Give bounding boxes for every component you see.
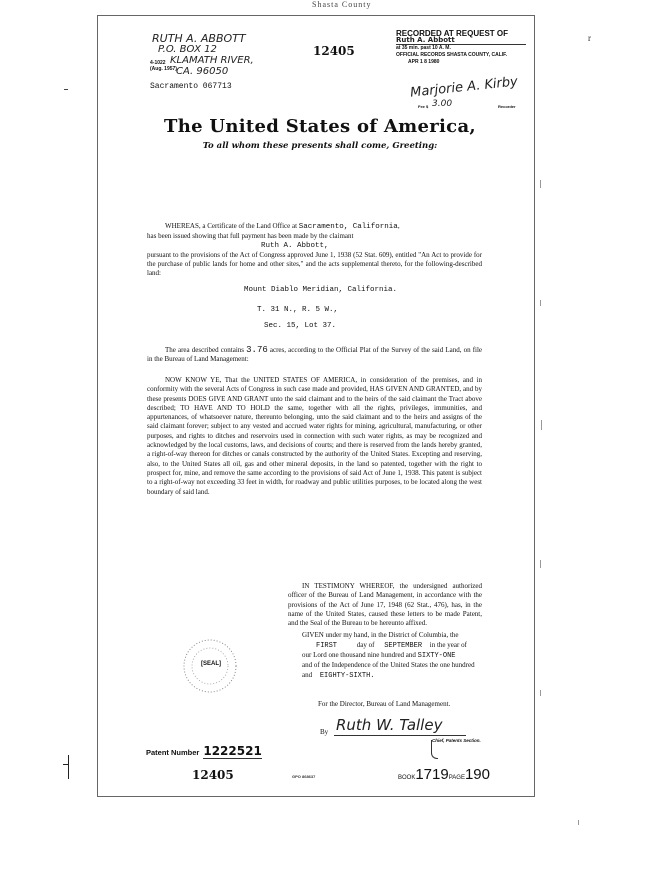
claimant-name: Ruth A. Abbott, bbox=[261, 241, 329, 250]
given-month: SEPTEMBER bbox=[384, 641, 423, 650]
for-director: For the Director, Bureau of Land Management. bbox=[318, 700, 451, 708]
form-code bbox=[150, 60, 177, 72]
patent-number: 1222521 bbox=[203, 744, 262, 758]
patent-number-block bbox=[146, 742, 262, 760]
land-meridian: Mount Diablo Meridian, California. bbox=[244, 286, 398, 294]
recorder-signature: Marjorie A. Kirby bbox=[409, 74, 519, 101]
gpo-number: GPO 868637 bbox=[292, 774, 316, 779]
top-cut-text: Shasta County bbox=[312, 0, 372, 9]
area-paragraph bbox=[147, 346, 482, 365]
form-code-date: (Aug. 1957) bbox=[150, 66, 177, 72]
land-section: Sec. 15, Lot 37. bbox=[264, 322, 337, 330]
recorder-label: Recorder bbox=[498, 104, 516, 109]
footer-doc-number: 12405 bbox=[192, 768, 234, 782]
land-office: Sacramento, California bbox=[298, 223, 398, 231]
testimony-paragraph bbox=[288, 582, 482, 681]
whereas-paragraph bbox=[147, 222, 482, 279]
given-block bbox=[288, 631, 482, 680]
speck bbox=[540, 560, 541, 568]
stamp-name-value: Ruth A. Abbott bbox=[396, 36, 455, 44]
stamp-title: RECORDED AT REQUEST OF bbox=[396, 29, 509, 38]
signature-rule bbox=[334, 735, 466, 736]
given-year-of: in the year of bbox=[429, 640, 467, 649]
page-number: 190 bbox=[464, 766, 490, 783]
stamp-name bbox=[396, 37, 526, 45]
given-line-5 bbox=[302, 671, 482, 681]
whereas-line-3: pursuant to the provisions of the Act of Congress approved June 1, 1938 (52 Stat. 609), entitled "An Act to provide for the purchase of public lands for home and other sites," and the acts supplemental thereto, for the following-described land: bbox=[147, 250, 482, 278]
greeting: To all whom these presents shall come, Greeting: bbox=[202, 141, 438, 151]
comma: , bbox=[397, 222, 400, 230]
given-lord: our Lord one thousand nine hundred and bbox=[302, 651, 416, 660]
whereas-text: WHEREAS, a Certificate of the Land Office at bbox=[165, 222, 298, 230]
grant-paragraph: NOW KNOW YE, That the UNITED STATES OF AMERICA, in consideration of the premises, and in conformity with the several Acts of Congress in such case made and provided, HAS GIVEN AND GRANTED, and by these presents DOES GIVE AND GRANT unto the said claimant and to the heirs of the said claimant the Tract above described; TO HAVE AND TO HOLD the same, together with all the rights, privileges, immunities, and appurtenances, of whatsoever nature, thereunto belonging, unto the said claimant and to the heirs and assigns of the said claimant forever; subject to any vested and accrued water rights for mining, agricultural, manufacturing, or other purposes, and rights to ditches and reservoirs used in connection with such water rights, as may be recognized and acknowledged by the local customs, laws, and decisions of courts; and there is reserved from the lands hereby granted, a right-of-way thereon for ditches or canals constructed by the authority of the United States. Excepting and reserving, also, to the United States all oil, gas and other mineral deposits, in the land so patented, together with the right to prospect for, mine, and remove the same according to the provisions of said Act of June 1, 1938. This patent is subject to a right-of-way not exceeding 33 feet in width, for roadway and public utilities purposes, to be located along the west boundary of said land. bbox=[147, 376, 482, 496]
page-title: The United States of America, bbox=[164, 116, 476, 137]
given-line-1: GIVEN under my hand, in the District of Columbia, the bbox=[302, 631, 459, 640]
area-acres: 3.76 bbox=[246, 345, 268, 355]
book-prefix: BOOK bbox=[398, 775, 416, 781]
area-prefix: The area described contains bbox=[165, 346, 245, 354]
stamp-date: APR 1 8 1980 bbox=[408, 59, 440, 65]
book-page bbox=[398, 766, 490, 784]
margin-mark bbox=[68, 755, 69, 779]
page-prefix: PAGE bbox=[448, 775, 465, 781]
stamp-office: OFFICIAL RECORDS SHASTA COUNTY, CALIF. bbox=[396, 52, 508, 58]
book-number: 1719 bbox=[415, 766, 449, 783]
given-day: FIRST bbox=[316, 641, 338, 650]
stamp-time: at 35 min. past 10 A. M. bbox=[396, 45, 451, 51]
patent-label: Patent Number bbox=[146, 748, 200, 757]
given-day-of: day of bbox=[356, 640, 375, 649]
speck bbox=[541, 420, 542, 430]
form-code-number: 4-1022 bbox=[150, 60, 166, 66]
seal-emblem bbox=[180, 636, 240, 696]
director-signature: Ruth W. Talley bbox=[336, 716, 443, 734]
address-line: RUTH A. ABBOTT bbox=[152, 32, 246, 45]
given-indep: and of the Independence of the United States the one hundred bbox=[302, 661, 475, 670]
address-line: CA. 96050 bbox=[176, 66, 229, 77]
speck bbox=[540, 300, 541, 306]
speck bbox=[578, 820, 579, 825]
given-line-2 bbox=[302, 641, 482, 651]
given-line-3 bbox=[302, 651, 482, 661]
whereas-line-1 bbox=[147, 222, 482, 232]
by-label: By bbox=[320, 728, 329, 736]
testimony-text: IN TESTIMONY WHEREOF, the undersigned authorized officer of the Bureau of Land Management, in accordance with the provisions of the Act of June 17, 1948 (62 Stat., 476), has, in the name of the United States, caused these letters to be made Patent, and the Seal of the Bureau to be hereunto affixed. bbox=[288, 582, 482, 628]
margin-mark-arrow bbox=[63, 764, 68, 765]
land-township: T. 31 N., R. 5 W., bbox=[257, 306, 339, 314]
signer-title: Chief, Patents Section. bbox=[432, 738, 481, 743]
given-and: and bbox=[302, 670, 313, 679]
whereas-line-2: has been issued showing that full payment has been made by the claimant bbox=[147, 232, 354, 241]
speck bbox=[540, 180, 541, 188]
fee-value: 3.00 bbox=[432, 99, 453, 109]
fee-label: Fee $ bbox=[418, 104, 429, 109]
area-suffix: acres, according to the Official Plat of the Survey of the said Land, on file in the Bureau of Land Management: bbox=[147, 346, 483, 364]
signature-tail bbox=[431, 740, 438, 759]
right-edge-mark: r bbox=[588, 33, 591, 43]
margin-mark-left bbox=[64, 89, 68, 90]
serial-number: Sacramento 067713 bbox=[150, 82, 232, 91]
given-indep-year: EIGHTY-SIXTH. bbox=[319, 671, 375, 680]
document-number: 12405 bbox=[313, 44, 355, 58]
speck bbox=[540, 690, 541, 696]
address-line: P.O. BOX 12 bbox=[158, 44, 217, 55]
address-line: KLAMATH RIVER, bbox=[170, 55, 254, 66]
recording-stamp bbox=[396, 30, 526, 66]
given-year: SIXTY-ONE bbox=[417, 652, 456, 661]
seal-label: [SEAL] bbox=[201, 661, 221, 667]
